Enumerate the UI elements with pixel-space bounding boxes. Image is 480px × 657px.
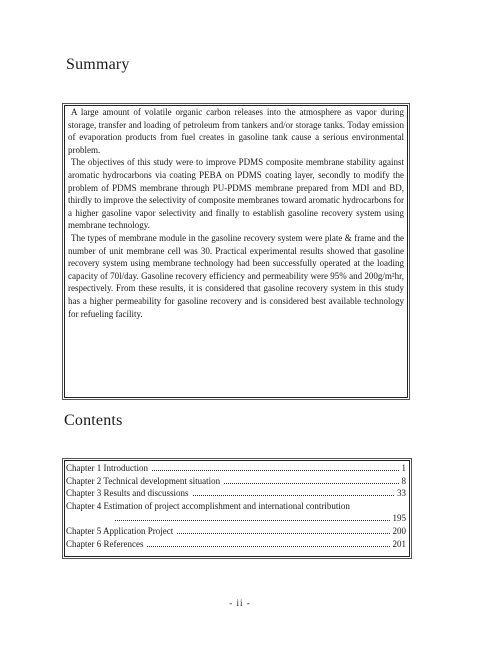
toc-entry-page: 200	[392, 525, 406, 536]
toc-leader-dots	[152, 469, 399, 471]
toc-entry	[66, 525, 406, 538]
summary-paragraph: The objectives of this study were to improve PDMS composite membrane stability against aromatic hydrocarbons via coating PEBA on PDMS coating layer, secondly to modify the problem of PDMS membrane through PU-PDMS membrane prepared from MDI and BD, thirdly to improve the selectivity of composite membranes toward aromatic hydrocarbons for a higher gasoline vapor selectivity and finally to establish gasoline recovery system using membrane technology.	[68, 157, 404, 231]
toc-entry	[66, 475, 406, 488]
contents-heading: Contents	[64, 412, 123, 429]
page-number: - ii -	[229, 598, 251, 608]
summary-paragraph: The types of membrane module in the gasoline recovery system were plate & frame and the number of unit membrane cell was 30. Practical experimental results showed that gasoline recovery system using membrane technology had been successfully operated at the loading capacity of 70l/day. Gasoline recovery efficiency and permeability were 95% and 200g/m²hr, respectively. From these results, it is considered that gasoline recovery system in this study has a higher permeability for gasoline recovery and is considered best available technology for refueling facility.	[68, 232, 404, 319]
contents-box	[64, 460, 410, 557]
toc-entry-title: Chapter 1 Introduction	[66, 463, 148, 473]
toc-leader-dots	[177, 532, 389, 534]
toc-entry-title: Chapter 2 Technical development situation	[66, 475, 221, 486]
toc-entry-continuation	[66, 512, 406, 525]
summary-paragraph: A large amount of volatile organic carbon releases into the atmosphere as vapor during storage, transfer and loading of petroleum from tankers and/or storage tanks. Today emission of evaporation products from fuel creates in gasoline tank cause a serious environmental problem.	[68, 107, 404, 155]
toc-entry-title: Chapter 6 References	[66, 538, 144, 549]
toc-entry	[66, 500, 406, 513]
toc-entry	[66, 487, 406, 500]
toc-leader-dots	[147, 545, 389, 547]
toc-entry-page: 195	[392, 513, 406, 524]
toc-leader-dots	[224, 482, 398, 484]
toc-leader-dots	[115, 519, 390, 521]
toc-entry	[66, 462, 406, 475]
summary-heading: Summary	[66, 56, 130, 73]
toc-entry	[66, 538, 406, 551]
toc-leader-dots	[193, 494, 395, 496]
toc-entry-title: Chapter 3 Results and discussions	[66, 488, 189, 499]
toc-entry-title: Chapter 5 Application Project	[66, 525, 174, 536]
summary-box	[64, 105, 408, 398]
toc-entry-page: 1	[401, 463, 406, 473]
toc-entry-page: 33	[397, 488, 406, 499]
toc-entry-title: Chapter 4 Estimation of project accomplishment and international contribution	[66, 500, 350, 511]
toc-entry-page: 8	[401, 475, 406, 486]
toc-entry-page: 201	[392, 538, 406, 549]
